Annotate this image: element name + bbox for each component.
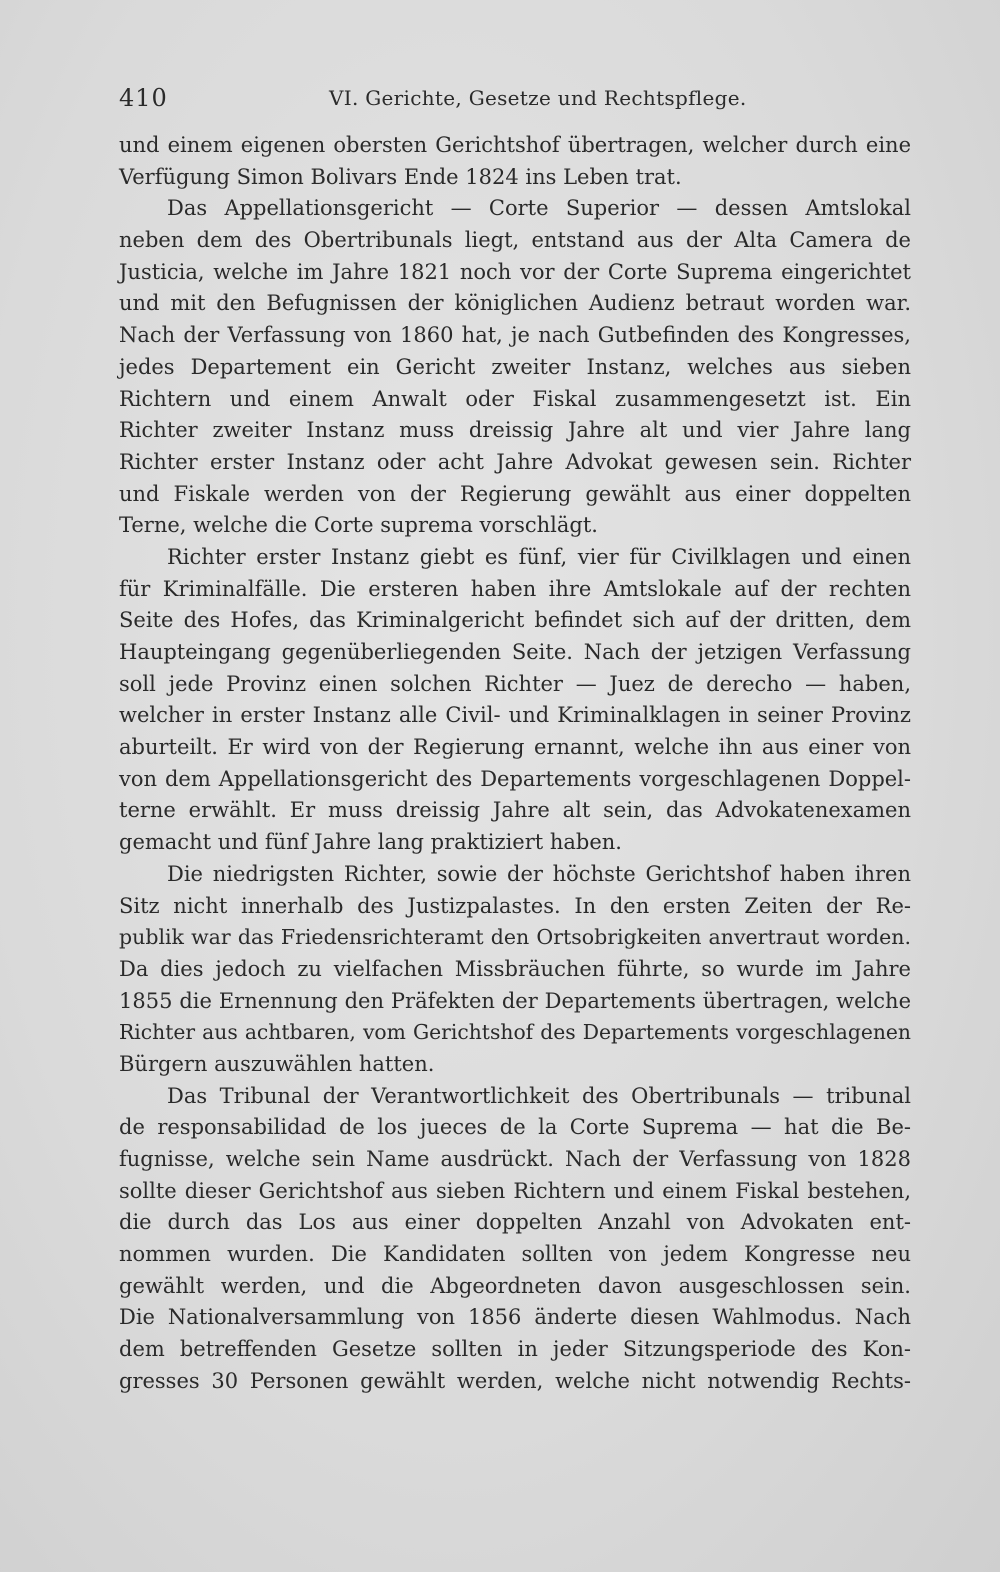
text-line: dem betreffenden Gesetze sollten in jeder Sitzungsperiode des Kon- — [119, 1337, 911, 1362]
text-line: neben dem des Obertribunals liegt, entstand aus der Alta Camera de — [119, 228, 911, 253]
text-line: 1855 die Ernennung den Präfekten der Departements übertragen, welche — [119, 988, 911, 1013]
body-text — [119, 130, 911, 1398]
text-line: und Fiskale werden von der Regierung gewählt aus einer doppelten — [119, 481, 911, 506]
text-line: gresses 30 Personen gewählt werden, welche nicht notwendig Rechts- — [119, 1368, 911, 1393]
text-line: und mit den Befugnissen der königlichen Audienz betraut worden war. — [119, 291, 911, 316]
text-line: publik war das Friedensrichteramt den Ortsobrigkeiten anvertraut worden. — [119, 925, 911, 950]
text-line: aburteilt. Er wird von der Regierung ernannt, welche ihn aus einer von — [119, 735, 911, 760]
text-line: soll jede Provinz einen solchen Richter — Juez de derecho — haben, — [119, 671, 911, 696]
text-line: Richter erster Instanz oder acht Jahre Advokat gewesen sein. Richter — [119, 449, 911, 474]
text-line: und einem eigenen obersten Gerichtshof übertragen, welcher durch eine — [119, 133, 911, 157]
page-header — [119, 80, 919, 120]
text-line: de responsabilidad de los jueces de la Corte Suprema — hat die Be- — [119, 1115, 911, 1140]
text-line: Seite des Hofes, das Kriminalgericht befindet sich auf der dritten, dem — [119, 608, 911, 633]
text-line: Richter zweiter Instanz muss dreissig Jahre alt und vier Jahre lang — [119, 418, 911, 443]
text-line: welcher in erster Instanz alle Civil- und Kriminalklagen in seiner Provinz — [119, 703, 911, 728]
text-line: Verfügung Simon Bolivars Ende 1824 ins Leben trat. — [119, 164, 682, 189]
text-line: sollte dieser Gerichtshof aus sieben Richtern und einem Fiskal bestehen, — [119, 1178, 911, 1203]
text-line: Terne, welche die Corte suprema vorschlägt. — [119, 513, 598, 538]
text-line: jedes Departement ein Gericht zweiter Instanz, welches aus sieben — [119, 354, 911, 379]
paragraph-start-line: Das Tribunal der Verantwortlichkeit des Obertribunals — tribunal — [167, 1083, 911, 1108]
text-line: Sitz nicht innerhalb des Justizpalastes. In den ersten Zeiten der Re- — [119, 893, 911, 918]
text-line: Justicia, welche im Jahre 1821 noch vor der Corte Suprema eingerichtet — [119, 259, 911, 284]
text-line: Richtern und einem Anwalt oder Fiskal zusammengesetzt ist. Ein — [119, 386, 911, 411]
text-line: die durch das Los aus einer doppelten Anzahl von Advokaten ent- — [119, 1210, 911, 1235]
text-line: gewählt werden, und die Abgeordneten davon ausgeschlossen sein. — [119, 1273, 911, 1298]
paragraph-start-line: Die niedrigsten Richter, sowie der höchste Gerichtshof haben ihren — [167, 861, 911, 886]
text-line: nommen wurden. Die Kandidaten sollten von jedem Kongresse neu — [119, 1242, 911, 1267]
text-line: Bürgern auszuwählen hatten. — [119, 1051, 435, 1076]
text-line: terne erwählt. Er muss dreissig Jahre alt sein, das Advokatenexamen — [119, 798, 911, 823]
text-line: fugnisse, welche sein Name ausdrückt. Nach der Verfassung von 1828 — [119, 1147, 911, 1171]
text-line: für Kriminalfälle. Die ersteren haben ihre Amtslokale auf der rechten — [119, 576, 911, 601]
paragraph-start-line: Richter erster Instanz giebt es fünf, vier für Civilklagen und einen — [167, 544, 911, 569]
text-line: Da dies jedoch zu vielfachen Missbräuchen führte, so wurde im Jahre — [119, 956, 911, 981]
text-line: Die Nationalversammlung von 1856 änderte diesen Wahlmodus. Nach — [119, 1305, 911, 1330]
page-number: 410 — [119, 84, 168, 112]
text-line: Haupteingang gegenüberliegenden Seite. Nach der jetzigen Verfassung — [119, 640, 911, 664]
paragraph-start-line: Das Appellationsgericht — Corte Superior — dessen Amtslokal — [167, 196, 911, 221]
text-line: Richter aus achtbaren, vom Gerichtshof des Departements vorgeschlagenen — [119, 1020, 911, 1045]
text-line: gemacht und fünf Jahre lang praktiziert haben. — [119, 830, 622, 855]
running-title: VI. Gerichte, Gesetze und Rechtspflege. — [329, 86, 747, 110]
text-line: von dem Appellationsgericht des Departements vorgeschlagenen Doppel- — [119, 766, 911, 791]
text-line: Nach der Verfassung von 1860 hat, je nach Gutbefinden des Kongresses, — [119, 323, 911, 348]
